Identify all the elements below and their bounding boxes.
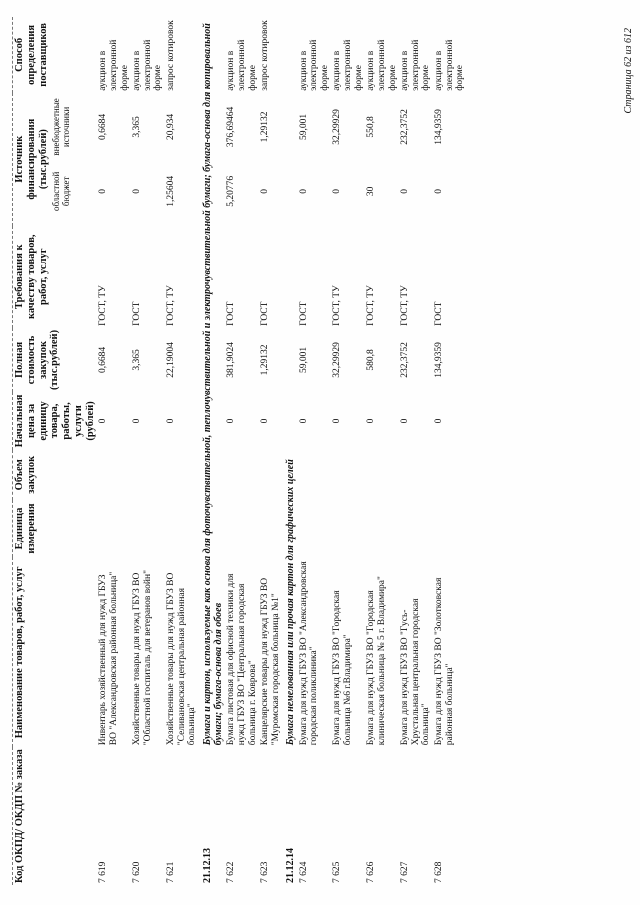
quality-requirements: ГОСТ [260,301,271,326]
table-row [225,17,259,885]
financing-values [400,95,411,224]
header-unit: Единица измерения [13,500,98,558]
order-number: 7 619 [98,861,109,883]
order-number: 7 627 [400,861,411,883]
table-row [399,17,433,885]
total-cost: 22,19004 [166,342,176,378]
financing-regional: 0 [332,188,343,194]
header-volume: Объем закупок [13,450,98,500]
unit-cell [225,500,259,558]
total-cost: 1,29132 [260,344,271,376]
group-code: 21.12.13 [201,848,213,883]
financing-cell [259,93,282,226]
table-row [298,17,332,885]
header-financing-title: Источник финансирования (тыс.рублей) [14,118,49,200]
unit-cell [131,500,165,558]
total-cost: 59,001 [298,346,309,374]
financing-regional: 30 [366,186,377,197]
group-heading [282,17,297,885]
procurement-method: запрос котировок [166,20,176,91]
procurement-method: аукцион в электронной форме [132,39,164,91]
total-cost: 0,6684 [98,346,109,374]
header-name: Наименование товаров, работ, услуг [13,557,98,747]
unit-price: 0 [98,418,109,424]
table-row [259,17,282,885]
order-number: 7 624 [298,861,309,883]
order-number: 7 625 [332,861,343,883]
financing-cell [165,93,199,226]
unit-cell [433,500,467,558]
financing-regional: 0 [98,188,109,194]
financing-extra: 59,001 [298,113,309,141]
financing-regional: 0 [132,188,143,194]
unit-cell [165,500,199,558]
group-code: 21.12.14 [285,848,297,883]
unit-price: 0 [400,418,411,424]
header-code: Код ОКПД/ ОКДП № заказа [13,747,98,885]
financing-regional: 1,25604 [166,175,176,207]
financing-extra: 1,29132 [260,111,271,143]
unit-cell [331,500,365,558]
financing-cell [399,93,433,226]
order-number: 7 628 [434,861,445,883]
item-name: Бумага для нужд ГБУЗ ВО "Александровская городская поликлиника" [298,561,320,746]
financing-values [226,95,237,224]
unit-price: 0 [166,418,176,424]
procurement-method: запрос котировок [260,20,271,91]
quality-requirements: ГОСТ, ТУ [332,285,343,326]
financing-extra: 134,9359 [434,109,445,145]
volume-cell [225,450,259,500]
procurement-method: аукцион в электронной форме [298,39,330,91]
financing-values [332,95,343,224]
quality-requirements: ГОСТ [132,301,143,326]
total-cost: 580,8 [366,349,377,371]
table-row [433,17,467,885]
item-name: Бумага листовая для офисной техники для нужд ГБУЗ ВО "Центральная городская больница г. Коврова" [226,573,258,746]
header-requirements: Требования к качеству товаров, работ, услуг [13,226,98,328]
order-number: 7 621 [166,861,176,883]
total-cost: 232,3752 [400,342,411,378]
group-title: Бумага немелованная или прочая картон для графических целей [285,459,297,746]
item-name: Инвентарь хозяйственный для нужд ГБУЗ ВО "Александровская районная больница" [98,571,119,746]
unit-price: 0 [226,418,237,424]
volume-cell [399,450,433,500]
group-heading [199,17,225,885]
financing-regional: 0 [400,188,411,194]
group-title: Бумага и картон, используемые как основа для фоточувствительной, теплочувствительной и электрочувствительной бумаги; бумага-основа для копировальной бумаги; бумага-основа для обоев [201,23,225,746]
table-body [97,17,467,885]
financing-values [132,95,143,224]
order-number: 7 626 [366,861,377,883]
header-financing-extra: внебюджетные источники [51,98,72,156]
unit-price: 0 [132,418,143,424]
volume-cell [165,450,199,500]
table-row [97,17,131,885]
unit-cell [365,500,399,558]
financing-cell [298,93,332,226]
financing-extra: 550,8 [366,116,377,138]
procurement-method: аукцион в электронной форме [332,39,364,91]
item-name: Хозяйственные товары для нужд ГБУЗ ВО "Селивановская центральная районная больница" [166,572,198,746]
quality-requirements: ГОСТ, ТУ [98,285,109,326]
financing-cell [97,93,131,226]
volume-cell [259,450,282,500]
table-row [331,17,365,885]
unit-price: 0 [366,418,377,424]
procurement-table [12,17,467,885]
financing-values [98,95,109,224]
total-cost: 3,365 [132,349,143,371]
order-number: 7 623 [260,861,271,883]
financing-cell [331,93,365,226]
quality-requirements: ГОСТ, ТУ [400,285,411,326]
procurement-method: аукцион в электронной форме [98,39,130,91]
financing-extra: 20,934 [166,113,176,141]
financing-cell [131,93,165,226]
table-row [131,17,165,885]
item-name: Бумага для нужд ГБУЗ ВО "Городская клиническая больница № 5 г. Владимира" [366,576,387,746]
financing-extra: 232,3752 [400,109,411,145]
unit-price: 0 [260,418,271,424]
procurement-method: аукцион в электронной форме [366,39,398,91]
quality-requirements: ГОСТ [434,301,445,326]
financing-cell [433,93,467,226]
financing-extra: 0,6684 [98,113,109,141]
header-financing-split [51,95,71,224]
volume-cell [365,450,399,500]
financing-values [366,95,377,224]
financing-extra: 3,365 [132,116,143,138]
financing-values [434,95,445,224]
quality-requirements: ГОСТ [226,301,237,326]
financing-extra: 376,69464 [226,106,237,148]
item-name: Бумага для нужд ГБУЗ ВО "Городская больница №6 г.Владимира" [332,590,354,746]
table-row [165,17,199,885]
unit-price: 0 [332,418,343,424]
quality-requirements: ГОСТ, ТУ [166,285,176,326]
volume-cell [97,450,131,500]
unit-price: 0 [298,418,309,424]
procurement-method: аукцион в электронной форме [434,39,466,91]
total-cost: 32,29929 [332,342,343,378]
volume-cell [331,450,365,500]
procurement-method: аукцион в электронной форме [226,39,258,91]
unit-cell [259,500,282,558]
item-name: Бумага для нужд ГБУЗ ВО "Золотковская районная больница" [434,577,455,746]
header-financing-regional: областной бюджет [51,171,72,212]
procurement-method: аукцион в электронной форме [400,39,432,91]
financing-values [260,95,271,224]
unit-cell [97,500,131,558]
financing-regional: 0 [434,188,445,194]
financing-regional: 5,20776 [226,175,237,207]
volume-cell [433,450,467,500]
unit-price: 0 [434,418,445,424]
financing-extra: 32,29929 [332,109,343,145]
financing-cell [225,93,259,226]
header-price: Начальная цена за единицу товара, работы, услуги (рублей) [13,392,98,450]
financing-values [166,95,177,224]
header-cost: Полная стоимость закупок (тыс.рублей) [13,328,98,392]
page-number: Страница 62 из 612 [623,28,634,114]
unit-cell [298,500,332,558]
item-name: Бумага для нужд ГБУЗ ВО "Гусь-Хрустальная центральная городская больница" [400,598,432,746]
unit-cell [399,500,433,558]
item-name: Хозяйственные товары для нужд ГБУЗ ВО "Областной госпиталь для ветеранов войн" [132,570,153,746]
header-financing [13,93,98,226]
quality-requirements: ГОСТ, ТУ [366,285,377,326]
table-row [365,17,399,885]
total-cost: 134,9359 [434,342,445,378]
order-number: 7 620 [132,861,143,883]
total-cost: 381,9024 [226,342,237,378]
volume-cell [131,450,165,500]
order-number: 7 622 [226,861,237,883]
table-header-row [13,17,98,885]
financing-regional: 0 [260,188,271,194]
financing-values [299,95,310,224]
financing-cell [365,93,399,226]
quality-requirements: ГОСТ [298,301,309,326]
item-name: Канцелярские товары для нужд ГБУЗ ВО "Муромская городская больница №1" [260,577,281,746]
header-method: Способ определения поставщиков [13,17,98,93]
volume-cell [298,450,332,500]
financing-regional: 0 [298,188,309,194]
